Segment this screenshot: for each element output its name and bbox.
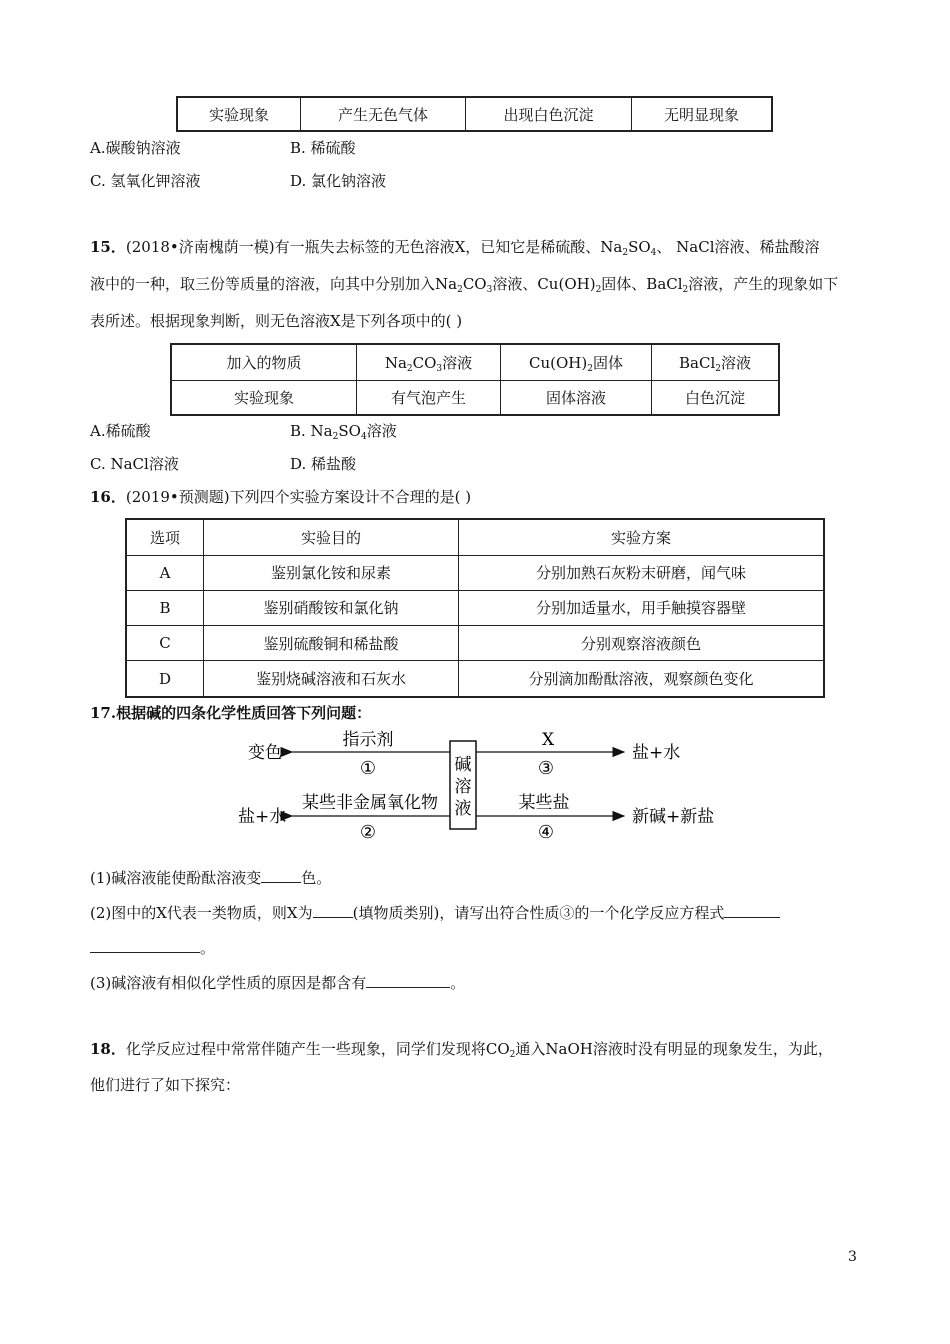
option-text: B. Na <box>290 422 333 440</box>
answer-blank[interactable] <box>90 938 200 953</box>
cell-text: Cu(OH) <box>529 353 588 372</box>
subscript: 3 <box>486 285 493 295</box>
q17-text: 。 <box>450 974 466 992</box>
q15-text: SO <box>628 238 651 256</box>
answer-blank[interactable] <box>261 868 301 883</box>
q15-option-d: D. 稀盐酸 <box>290 455 357 473</box>
num-2: ② <box>359 822 377 843</box>
num-4: ④ <box>537 822 555 843</box>
answer-blank[interactable] <box>724 903 780 918</box>
top-table-cell: 实验现象 <box>177 97 301 131</box>
top-table-cell: 无明显现象 <box>632 97 773 131</box>
q16-number: 16． <box>90 488 126 506</box>
answer-blank[interactable] <box>313 903 353 918</box>
subscript: 2 <box>587 363 593 374</box>
q15-text: CO <box>462 275 487 293</box>
q15-table-cell: 有气泡产生 <box>357 380 501 415</box>
q16-cell: B <box>126 590 204 625</box>
q16-source: (2019•预测题) <box>125 488 230 506</box>
q16-text: 下列四个实验方案设计不合理的是( ) <box>229 488 472 506</box>
option-text: SO <box>338 422 361 440</box>
q15-option-a: A.稀硫酸 <box>90 422 151 440</box>
end-salt-water-left: 盐+水 <box>238 807 287 827</box>
cell-text: Na <box>384 353 407 372</box>
cell-text: 溶液 <box>720 353 751 372</box>
top-table-cell: 产生无色气体 <box>301 97 466 131</box>
cell-text: CO <box>412 353 437 372</box>
q16-cell: A <box>126 555 204 590</box>
subscript: 2 <box>595 285 602 295</box>
subscript: 2 <box>332 432 339 442</box>
q17-sub-1 <box>90 868 331 888</box>
subscript: 2 <box>406 363 413 374</box>
q15-text: 溶液、Cu(OH) <box>492 275 596 293</box>
q18-number: 18． <box>90 1040 126 1058</box>
q16-cell: 鉴别氯化铵和尿素 <box>204 555 459 590</box>
end-new-base-new-salt: 新碱+新盐 <box>632 807 715 827</box>
q14-option-b: B. 稀硫酸 <box>290 139 356 157</box>
q17-text: 。 <box>200 939 216 957</box>
center-char: 溶 <box>454 777 472 797</box>
q17-sub-2 <box>90 903 780 923</box>
subscript: 4 <box>650 248 657 258</box>
q14-option-c: C. 氢氧化钾溶液 <box>90 172 201 190</box>
q15-table-cell: 固体溶液 <box>501 380 652 415</box>
top-table-cell: 出现白色沉淀 <box>466 97 632 131</box>
q16-header: 实验方案 <box>459 519 825 555</box>
q16-cell: 鉴别烧碱溶液和石灰水 <box>204 661 459 697</box>
q15-table-cell: 加入的物质 <box>171 344 357 380</box>
page-number: 3 <box>848 1249 857 1265</box>
q18-text: 化学反应过程中常常伴随产生一些现象，同学们发现将CO <box>125 1040 510 1058</box>
q16-cell: 鉴别硝酸铵和氯化钠 <box>204 590 459 625</box>
cell-text: BaCl <box>679 353 716 372</box>
answer-blank[interactable] <box>366 973 450 988</box>
label-some-salt: 某些盐 <box>518 793 570 813</box>
q17-sub-3 <box>90 973 465 993</box>
cell-text: 溶液 <box>442 353 473 372</box>
q17-text: (3)碱溶液有相似化学性质的原因是都含有 <box>90 974 367 992</box>
subscript: 4 <box>360 432 367 442</box>
num-3: ③ <box>537 758 555 779</box>
end-salt-water-right: 盐+水 <box>632 743 681 763</box>
q16-cell: 分别加熟石灰粉末研磨，闻气味 <box>459 555 825 590</box>
q15-text: 、 NaCl溶液、稀盐酸溶 <box>656 238 820 256</box>
end-color-change: 变色 <box>248 743 282 763</box>
q15-table-cell: 实验现象 <box>171 380 357 415</box>
q15-text: 有一瓶失去标签的无色溶液X，已知它是稀硫酸、Na <box>274 238 623 256</box>
subscript: 2 <box>682 285 689 295</box>
q16-header: 实验目的 <box>204 519 459 555</box>
q15-text: 溶液，产生的现象如下 <box>688 275 839 293</box>
label-x: X <box>541 730 555 750</box>
label-indicator: 指示剂 <box>342 730 394 750</box>
q15-text: 液中的一种，取三份等质量的溶液，向其中分别加入Na <box>90 275 458 293</box>
q15-table-cell: 白色沉淀 <box>652 380 780 415</box>
q16-cell: 分别加适量水，用手触摸容器壁 <box>459 590 825 625</box>
label-nonmetal-oxide: 某些非金属氧化物 <box>302 793 438 813</box>
q14-option-d: D. 氯化钠溶液 <box>290 172 387 190</box>
q16-cell: 分别滴加酚酞溶液，观察颜色变化 <box>459 661 825 697</box>
subscript: 3 <box>436 363 443 374</box>
q17-text: (2)图中的X代表一类物质，则X为 <box>90 904 313 922</box>
q17-text: (1)碱溶液能使酚酞溶液变 <box>90 869 262 887</box>
q15-line-3: 表所述。根据现象判断，则无色溶液X是下列各项中的( ) <box>90 312 463 330</box>
q15-source: (2018•济南槐荫一模) <box>125 238 275 256</box>
subscript: 2 <box>715 363 721 374</box>
q14-option-a: A.碳酸钠溶液 <box>90 139 181 157</box>
q16-cell: D <box>126 661 204 697</box>
q17-text: (填物质类别)，请写出符合性质③的一个化学反应方程式 <box>352 904 725 922</box>
q15-number: 15． <box>90 238 126 256</box>
center-char: 液 <box>454 799 472 819</box>
q17-title: 17.根据碱的四条化学性质回答下列问题： <box>90 704 372 722</box>
subscript: 2 <box>509 1050 516 1060</box>
center-char: 碱 <box>454 755 472 775</box>
q16-cell: 分别观察溶液颜色 <box>459 626 825 661</box>
q18-text: 通入NaOH溶液时没有明显的现象发生，为此， <box>515 1040 833 1058</box>
q16-cell: C <box>126 626 204 661</box>
q15-text: 固体、BaCl <box>601 275 683 293</box>
subscript: 2 <box>622 248 629 258</box>
q18-line-1 <box>90 1039 833 1062</box>
num-1: ① <box>359 758 377 779</box>
q17-sub-2-cont <box>90 938 215 958</box>
option-text: 溶液 <box>366 422 397 440</box>
subscript: 2 <box>457 285 463 295</box>
q16-cell: 鉴别硫酸铜和稀盐酸 <box>204 626 459 661</box>
cell-text: 固体 <box>592 353 623 372</box>
q18-line-2: 他们进行了如下探究： <box>90 1076 241 1094</box>
q17-text: 色。 <box>301 869 332 887</box>
q15-option-c: C. NaCl溶液 <box>90 455 179 473</box>
q16-header: 选项 <box>126 519 204 555</box>
